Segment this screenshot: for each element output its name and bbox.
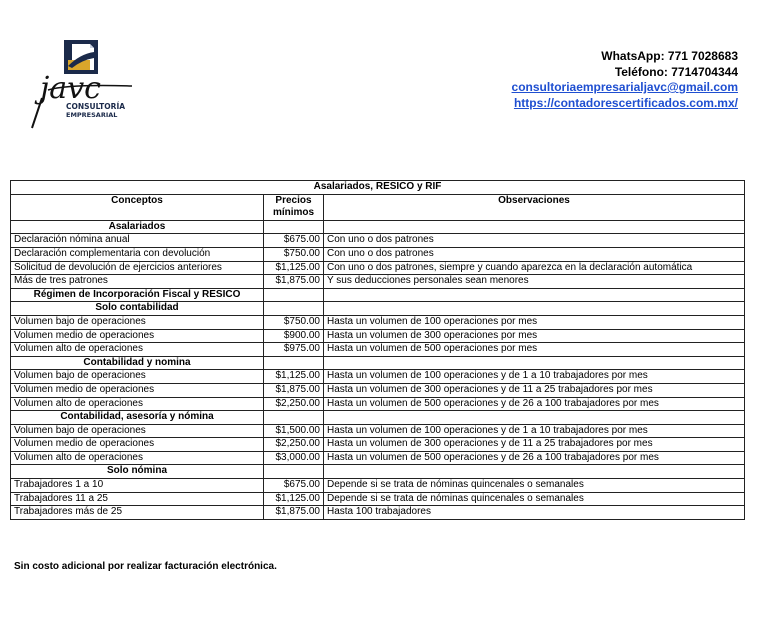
section-row — [11, 465, 745, 479]
regime-title: Régimen de Incorporación Fiscal y RESICO — [11, 288, 264, 302]
price-cell: $1,875.00 — [264, 506, 324, 520]
table-row — [11, 261, 745, 275]
email-link[interactable]: consultoriaempresarialjavc@gmail.com — [511, 80, 738, 94]
section-row — [11, 220, 745, 234]
observation-cell: Y sus deducciones personales sean menores — [324, 275, 745, 289]
concept-cell: Volumen alto de operaciones — [11, 451, 264, 465]
concept-cell: Volumen medio de operaciones — [11, 438, 264, 452]
table-row — [11, 315, 745, 329]
logo-wordmark: javc — [40, 71, 101, 106]
table-row — [11, 397, 745, 411]
table-row — [11, 329, 745, 343]
price-cell: $675.00 — [264, 234, 324, 248]
concept-cell: Declaración nómina anual — [11, 234, 264, 248]
observation-cell: Hasta 100 trabajadores — [324, 506, 745, 520]
concept-cell: Volumen alto de operaciones — [11, 397, 264, 411]
header-observations: Observaciones — [324, 194, 745, 220]
observation-cell: Hasta un volumen de 500 operaciones y de 26 a 100 trabajadores por mes — [324, 451, 745, 465]
phone-number: Teléfono: 7714704344 — [614, 64, 738, 79]
concept-cell: Más de tres patrones — [11, 275, 264, 289]
observation-cell: Con uno o dos patrones, siempre y cuando aparezca en la declaración automática — [324, 261, 745, 275]
section-row — [11, 356, 745, 370]
price-cell: $3,000.00 — [264, 451, 324, 465]
observation-cell: Hasta un volumen de 100 operaciones y de 1 a 10 trabajadores por mes — [324, 370, 745, 384]
observation-cell: Depende si se trata de nóminas quincenales o semanales — [324, 479, 745, 493]
observation-cell: Hasta un volumen de 100 operaciones por mes — [324, 315, 745, 329]
section-title: Contabilidad, asesoría y nómina — [11, 411, 264, 425]
concept-cell: Volumen medio de operaciones — [11, 329, 264, 343]
concept-cell: Trabajadores 1 a 10 — [11, 479, 264, 493]
logo-tagline-1: CONSULTORÍA — [66, 102, 126, 111]
concept-cell: Volumen bajo de operaciones — [11, 315, 264, 329]
table-row — [11, 506, 745, 520]
company-logo — [28, 36, 140, 132]
price-cell: $2,250.00 — [264, 397, 324, 411]
section-title: Solo contabilidad — [11, 302, 264, 316]
table-row — [11, 492, 745, 506]
observation-cell: Hasta un volumen de 500 operaciones por mes — [324, 343, 745, 357]
table-row — [11, 275, 745, 289]
price-cell: $675.00 — [264, 479, 324, 493]
observation-cell: Con uno o dos patrones — [324, 234, 745, 248]
price-cell: $1,125.00 — [264, 370, 324, 384]
table-row — [11, 383, 745, 397]
section-row — [11, 411, 745, 425]
table-row — [11, 438, 745, 452]
price-cell: $975.00 — [264, 343, 324, 357]
table-row — [11, 479, 745, 493]
table-title-row — [11, 181, 745, 195]
observation-cell: Con uno o dos patrones — [324, 247, 745, 261]
section-title: Contabilidad y nomina — [11, 356, 264, 370]
observation-cell: Hasta un volumen de 500 operaciones y de 26 a 100 trabajadores por mes — [324, 397, 745, 411]
concept-cell: Volumen alto de operaciones — [11, 343, 264, 357]
price-cell: $750.00 — [264, 247, 324, 261]
section-title: Asalariados — [11, 220, 264, 234]
table-row — [11, 343, 745, 357]
concept-cell: Trabajadores 11 a 25 — [11, 492, 264, 506]
concept-cell: Volumen medio de operaciones — [11, 383, 264, 397]
table-row — [11, 234, 745, 248]
table-row — [11, 247, 745, 261]
observation-cell: Hasta un volumen de 300 operaciones y de 11 a 25 trabajadores por mes — [324, 438, 745, 452]
logo-tagline-2: EMPRESARIAL — [66, 111, 118, 119]
header-concepts: Conceptos — [11, 194, 264, 220]
whatsapp-number: WhatsApp: 771 7028683 — [601, 49, 738, 63]
concept-cell: Trabajadores más de 25 — [11, 506, 264, 520]
price-cell: $1,875.00 — [264, 275, 324, 289]
observation-cell: Hasta un volumen de 300 operaciones y de 11 a 25 trabajadores por mes — [324, 383, 745, 397]
observation-cell: Hasta un volumen de 100 operaciones y de 1 a 10 trabajadores por mes — [324, 424, 745, 438]
price-cell: $1,500.00 — [264, 424, 324, 438]
table-row — [11, 370, 745, 384]
price-cell: $750.00 — [264, 315, 324, 329]
table-row — [11, 424, 745, 438]
concept-cell: Volumen bajo de operaciones — [11, 370, 264, 384]
observation-cell: Depende si se trata de nóminas quincenales o semanales — [324, 492, 745, 506]
price-cell: $2,250.00 — [264, 438, 324, 452]
concept-cell: Volumen bajo de operaciones — [11, 424, 264, 438]
table-header-row — [11, 194, 745, 220]
regime-row — [11, 288, 745, 302]
price-cell: $1,125.00 — [264, 492, 324, 506]
price-cell: $900.00 — [264, 329, 324, 343]
table-row — [11, 451, 745, 465]
section-title: Solo nómina — [11, 465, 264, 479]
price-cell: $1,875.00 — [264, 383, 324, 397]
price-table — [10, 180, 745, 520]
concept-cell: Solicitud de devolución de ejercicios anteriores — [11, 261, 264, 275]
contact-block — [512, 49, 738, 111]
website-link[interactable]: https://contadorescertificados.com.mx/ — [513, 95, 738, 110]
observation-cell: Hasta un volumen de 300 operaciones por mes — [324, 329, 745, 343]
concept-cell: Declaración complementaria con devolución — [11, 247, 264, 261]
footer-note: Sin costo adicional por realizar facturación electrónica. — [14, 561, 277, 572]
section-row — [11, 302, 745, 316]
table-title: Asalariados, RESICO y RIF — [11, 181, 745, 195]
header-prices: Precios mínimos — [264, 194, 324, 220]
price-cell: $1,125.00 — [264, 261, 324, 275]
